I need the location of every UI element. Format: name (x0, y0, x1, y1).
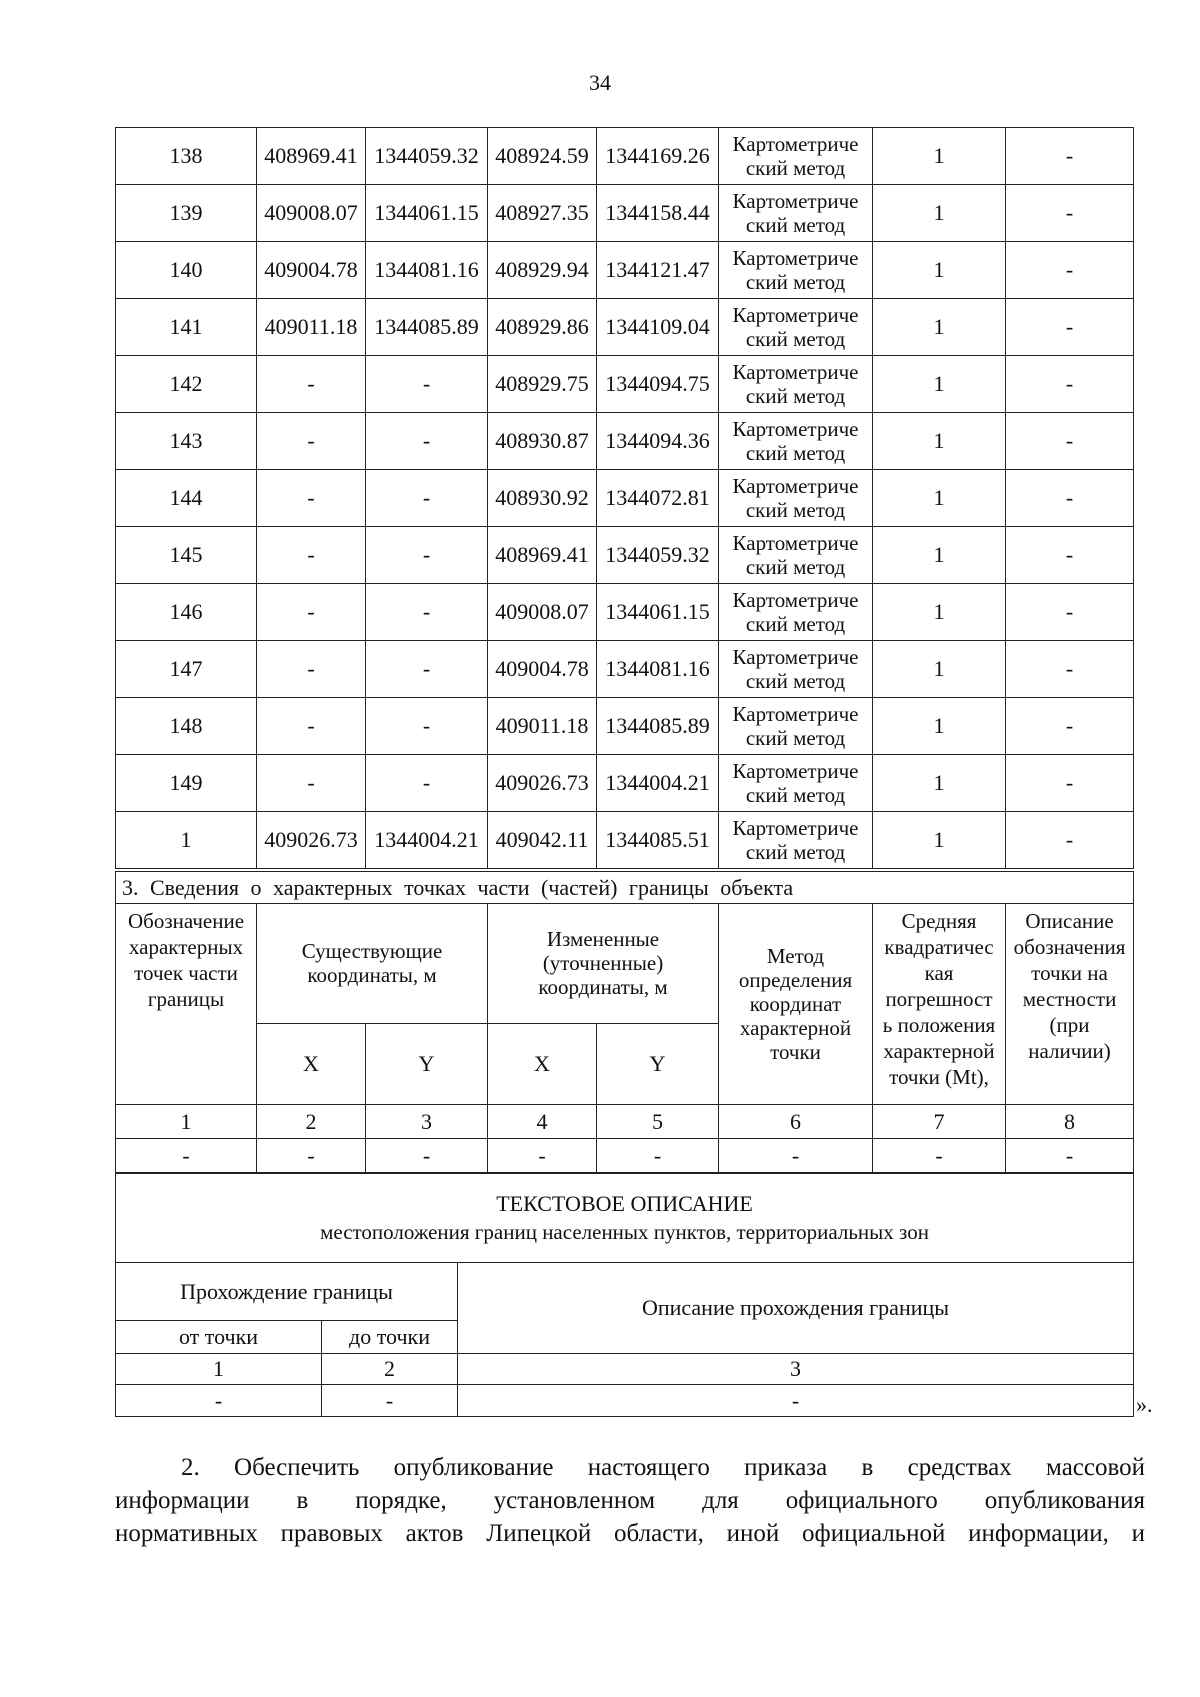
paragraph-line: 2. Обеспечить опубликование настоящего приказа в средствах массовой (181, 1454, 1145, 1481)
existing-y-cell: - (366, 698, 488, 755)
table-row (116, 698, 1134, 755)
empty-cell: - (458, 1385, 1134, 1417)
header-x-changed: X (488, 1023, 597, 1104)
paragraph-2 (115, 1451, 1145, 1550)
col-number: 3 (366, 1105, 488, 1139)
changed-y-cell: 1344085.51 (597, 812, 719, 869)
method-line: ский метод (745, 840, 846, 864)
changed-x-cell: 409011.18 (488, 698, 597, 755)
header-point-description: Описание обозначения точки на местности (при наличии) (1006, 904, 1134, 1105)
point-description-cell: - (1006, 698, 1134, 755)
point-description-cell: - (1006, 527, 1134, 584)
coordinates-table (115, 127, 1134, 869)
existing-y-cell: - (366, 641, 488, 698)
existing-y-cell: 1344061.15 (366, 185, 488, 242)
table-row (116, 242, 1134, 299)
col-number: 7 (873, 1105, 1006, 1139)
point-description-cell: - (1006, 128, 1134, 185)
header-changed-coordinates: Измененные (уточненные) координаты, м (488, 904, 719, 1024)
changed-x-cell: 408930.87 (488, 413, 597, 470)
changed-y-cell: 1344081.16 (597, 641, 719, 698)
existing-y-cell: 1344081.16 (366, 242, 488, 299)
col-number: 3 (458, 1354, 1134, 1385)
empty-cell: - (116, 1139, 257, 1173)
existing-y-cell: 1344085.89 (366, 299, 488, 356)
point-number-cell: 142 (116, 356, 257, 413)
table-row (116, 584, 1134, 641)
method-cell (719, 641, 873, 698)
changed-y-cell: 1344061.15 (597, 584, 719, 641)
table-row (116, 413, 1134, 470)
point-description-cell: - (1006, 584, 1134, 641)
changed-x-cell: 408969.41 (488, 527, 597, 584)
section-caption: 3. Сведения о характерных точках части (частей) границы объекта (116, 872, 1134, 904)
mt-value-cell: 1 (873, 584, 1006, 641)
method-cell (719, 584, 873, 641)
col-number: 2 (257, 1105, 366, 1139)
changed-x-cell: 408930.92 (488, 470, 597, 527)
method-line: Картометриче (732, 702, 859, 726)
table-row (116, 755, 1134, 812)
table-row (116, 527, 1134, 584)
paragraph-line: нормативных правовых актов Липецкой области, иной официальной информации, и (115, 1520, 1145, 1547)
changed-x-cell: 408929.94 (488, 242, 597, 299)
method-cell (719, 755, 873, 812)
mt-value-cell: 1 (873, 413, 1006, 470)
changed-x-cell: 408924.59 (488, 128, 597, 185)
column-number-row (116, 1105, 1134, 1139)
method-line: ский метод (745, 498, 846, 522)
existing-x-cell: - (257, 584, 366, 641)
empty-cell: - (366, 1139, 488, 1173)
changed-y-cell: 1344169.26 (597, 128, 719, 185)
point-description-cell: - (1006, 755, 1134, 812)
method-line: Картометриче (732, 816, 859, 840)
point-description-cell: - (1006, 812, 1134, 869)
table-row (116, 812, 1134, 869)
method-cell (719, 128, 873, 185)
point-number-cell: 141 (116, 299, 257, 356)
changed-y-cell: 1344109.04 (597, 299, 719, 356)
table-row (116, 128, 1134, 185)
existing-x-cell: 409008.07 (257, 185, 366, 242)
page-number: 34 (589, 70, 611, 95)
point-description-cell: - (1006, 356, 1134, 413)
existing-x-cell: - (257, 470, 366, 527)
col-number: 1 (116, 1105, 257, 1139)
changed-y-cell: 1344158.44 (597, 185, 719, 242)
method-line: ский метод (745, 441, 846, 465)
title-main: ТЕКСТОВОЕ ОПИСАНИЕ (496, 1191, 753, 1216)
point-number-cell: 145 (116, 527, 257, 584)
col-number: 6 (719, 1105, 873, 1139)
col-number: 8 (1006, 1105, 1134, 1139)
point-number-cell: 147 (116, 641, 257, 698)
mt-value-cell: 1 (873, 356, 1006, 413)
empty-cell: - (1006, 1139, 1134, 1173)
existing-x-cell: - (257, 641, 366, 698)
header-method: Метод определения координат характерной точки (719, 904, 873, 1105)
empty-cell: - (257, 1139, 366, 1173)
changed-y-cell: 1344072.81 (597, 470, 719, 527)
empty-cell: - (597, 1139, 719, 1173)
point-number-cell: 140 (116, 242, 257, 299)
point-number-cell: 148 (116, 698, 257, 755)
method-line: ский метод (745, 270, 846, 294)
title-sub: местоположения границ населенных пунктов, территориальных зон (320, 1220, 929, 1244)
method-line: ский метод (745, 783, 846, 807)
header-passage-description: Описание прохождения границы (458, 1263, 1134, 1354)
existing-y-cell: - (366, 470, 488, 527)
existing-y-cell: - (366, 584, 488, 641)
method-line: Картометриче (732, 645, 859, 669)
col-number: 5 (597, 1105, 719, 1139)
changed-x-cell: 409026.73 (488, 755, 597, 812)
col-number: 4 (488, 1105, 597, 1139)
changed-y-cell: 1344121.47 (597, 242, 719, 299)
method-line: Картометриче (732, 417, 859, 441)
existing-x-cell: - (257, 698, 366, 755)
empty-data-row (116, 1139, 1134, 1173)
method-line: ский метод (745, 327, 846, 351)
point-description-cell: - (1006, 470, 1134, 527)
header-passage: Прохождение границы (116, 1263, 458, 1321)
point-number-cell: 149 (116, 755, 257, 812)
existing-y-cell: - (366, 356, 488, 413)
method-line: ский метод (745, 555, 846, 579)
method-line: Картометриче (732, 474, 859, 498)
header-designation: Обозначение характерных точек части границы (116, 904, 257, 1105)
method-line: ский метод (745, 384, 846, 408)
part-boundary-table (115, 871, 1134, 1173)
changed-x-cell: 409042.11 (488, 812, 597, 869)
empty-cell: - (322, 1385, 458, 1417)
closing-quote: ». (1136, 1392, 1153, 1417)
method-cell (719, 299, 873, 356)
method-line: Картометриче (732, 132, 859, 156)
mt-value-cell: 1 (873, 242, 1006, 299)
existing-y-cell: - (366, 755, 488, 812)
paragraph-line: информации в порядке, установленном для официального опубликования (115, 1487, 1145, 1514)
existing-x-cell: 409004.78 (257, 242, 366, 299)
mt-value-cell: 1 (873, 128, 1006, 185)
point-number-cell: 146 (116, 584, 257, 641)
text-description-table (115, 1173, 1134, 1417)
method-line: ский метод (745, 612, 846, 636)
header-to-point: до точки (322, 1321, 458, 1354)
existing-x-cell: 409011.18 (257, 299, 366, 356)
table-row (116, 641, 1134, 698)
point-description-cell: - (1006, 185, 1134, 242)
method-cell (719, 470, 873, 527)
method-line: Картометриче (732, 531, 859, 555)
method-cell (719, 413, 873, 470)
method-cell (719, 527, 873, 584)
existing-x-cell: 408969.41 (257, 128, 366, 185)
method-line: Картометриче (732, 189, 859, 213)
method-cell (719, 242, 873, 299)
method-line: Картометриче (732, 759, 859, 783)
point-description-cell: - (1006, 299, 1134, 356)
header-y-existing: Y (366, 1023, 488, 1104)
existing-x-cell: - (257, 527, 366, 584)
text-column-number-row (116, 1354, 1134, 1385)
existing-y-cell: 1344004.21 (366, 812, 488, 869)
method-line: Картометриче (732, 360, 859, 384)
changed-x-cell: 409004.78 (488, 641, 597, 698)
mt-value-cell: 1 (873, 470, 1006, 527)
point-number-cell: 1 (116, 812, 257, 869)
point-number-cell: 144 (116, 470, 257, 527)
mt-value-cell: 1 (873, 755, 1006, 812)
existing-x-cell: - (257, 413, 366, 470)
point-number-cell: 139 (116, 185, 257, 242)
table-row (116, 299, 1134, 356)
existing-x-cell: - (257, 755, 366, 812)
point-description-cell: - (1006, 641, 1134, 698)
method-line: ский метод (745, 669, 846, 693)
changed-x-cell: 408929.75 (488, 356, 597, 413)
text-empty-row (116, 1385, 1134, 1417)
changed-y-cell: 1344094.75 (597, 356, 719, 413)
mt-value-cell: 1 (873, 527, 1006, 584)
existing-y-cell: - (366, 413, 488, 470)
changed-y-cell: 1344004.21 (597, 755, 719, 812)
empty-cell: - (488, 1139, 597, 1173)
method-cell (719, 698, 873, 755)
changed-y-cell: 1344059.32 (597, 527, 719, 584)
existing-y-cell: - (366, 527, 488, 584)
point-description-cell: - (1006, 242, 1134, 299)
method-cell (719, 812, 873, 869)
col-number: 2 (322, 1354, 458, 1385)
header-x-existing: X (257, 1023, 366, 1104)
method-line: ский метод (745, 726, 846, 750)
method-line: Картометриче (732, 303, 859, 327)
method-cell (719, 356, 873, 413)
mt-value-cell: 1 (873, 299, 1006, 356)
mt-value-cell: 1 (873, 641, 1006, 698)
method-cell (719, 185, 873, 242)
existing-y-cell: 1344059.32 (366, 128, 488, 185)
mt-value-cell: 1 (873, 698, 1006, 755)
table-row (116, 185, 1134, 242)
method-line: Картометриче (732, 588, 859, 612)
changed-x-cell: 409008.07 (488, 584, 597, 641)
method-line: ский метод (745, 213, 846, 237)
method-line: ский метод (745, 156, 846, 180)
point-number-cell: 138 (116, 128, 257, 185)
table-row (116, 470, 1134, 527)
method-line: Картометриче (732, 246, 859, 270)
mt-value-cell: 1 (873, 185, 1006, 242)
header-mean-square-error: Средняя квадратичес кая погрешност ь положения характерной точки (Mt), (873, 904, 1006, 1105)
changed-y-cell: 1344085.89 (597, 698, 719, 755)
existing-x-cell: 409026.73 (257, 812, 366, 869)
header-existing-coordinates: Существующие координаты, м (257, 904, 488, 1024)
mt-value-cell: 1 (873, 812, 1006, 869)
header-from-point: от точки (116, 1321, 322, 1354)
changed-y-cell: 1344094.36 (597, 413, 719, 470)
point-description-cell: - (1006, 413, 1134, 470)
col-number: 1 (116, 1354, 322, 1385)
empty-cell: - (719, 1139, 873, 1173)
changed-x-cell: 408927.35 (488, 185, 597, 242)
header-y-changed: Y (597, 1023, 719, 1104)
existing-x-cell: - (257, 356, 366, 413)
changed-x-cell: 408929.86 (488, 299, 597, 356)
point-number-cell: 143 (116, 413, 257, 470)
text-description-title (116, 1174, 1134, 1263)
table-row (116, 356, 1134, 413)
empty-cell: - (873, 1139, 1006, 1173)
empty-cell: - (116, 1385, 322, 1417)
